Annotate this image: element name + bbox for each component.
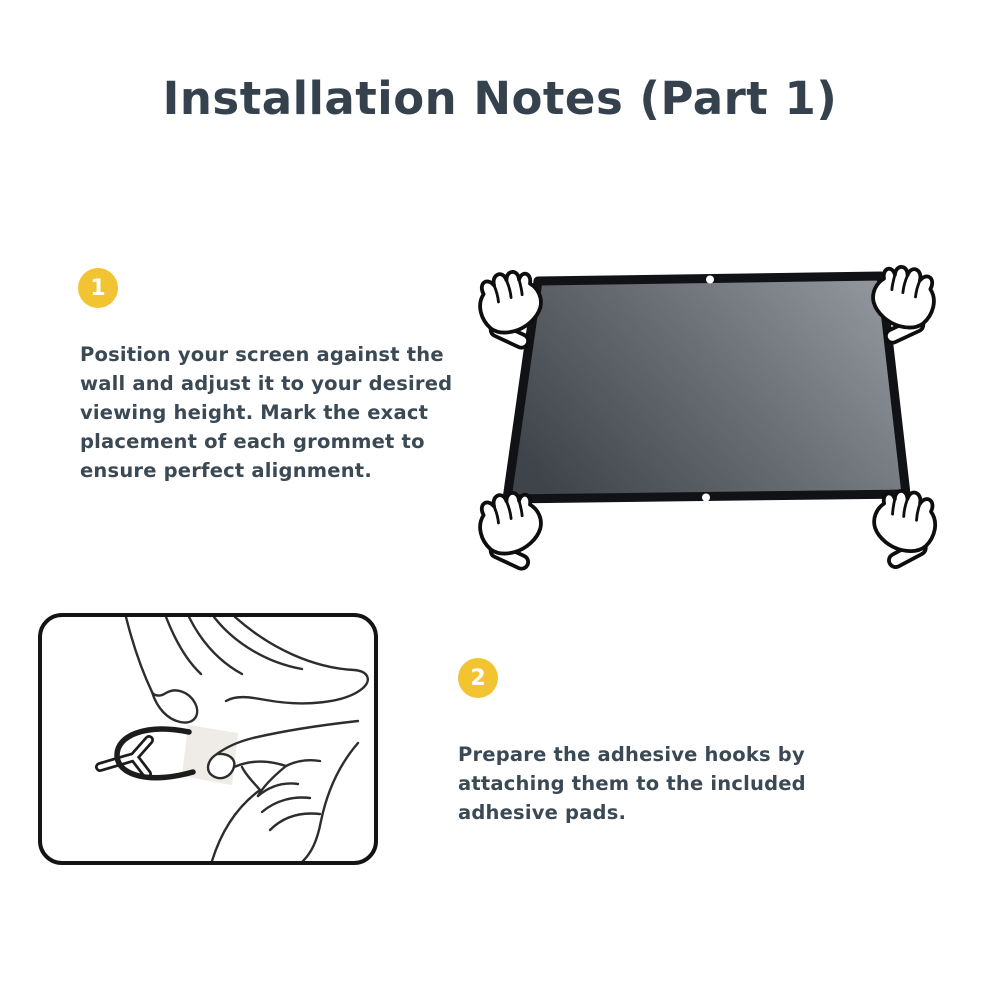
step-2-badge: 2 xyxy=(458,658,498,698)
grommet-bottom xyxy=(702,494,710,502)
hook-illustration xyxy=(42,617,374,861)
hook-illustration-box xyxy=(38,613,378,865)
step-2-line: adhesive pads. xyxy=(458,801,627,824)
step-1-text xyxy=(80,340,452,485)
upper-hand-sketch xyxy=(126,617,368,723)
step-1-line: placement of each grommet to xyxy=(80,430,425,453)
step-1-line: viewing height. Mark the exact xyxy=(80,401,429,424)
step-1-line: ensure perfect alignment. xyxy=(80,459,372,482)
step-1-line: wall and adjust it to your desired xyxy=(80,372,453,395)
adhesive-hook xyxy=(100,729,193,778)
screen-illustration xyxy=(460,243,970,573)
step-2-line: attaching them to the included xyxy=(458,772,806,795)
step-2-text xyxy=(458,740,806,827)
step-1-badge: 1 xyxy=(78,268,118,308)
screen-panel xyxy=(507,276,906,499)
step-2-line: Prepare the adhesive hooks by xyxy=(458,743,805,766)
page-title: Installation Notes (Part 1) xyxy=(162,72,838,125)
grommet-top xyxy=(706,276,714,284)
step-1-line: Position your screen against the xyxy=(80,343,444,366)
